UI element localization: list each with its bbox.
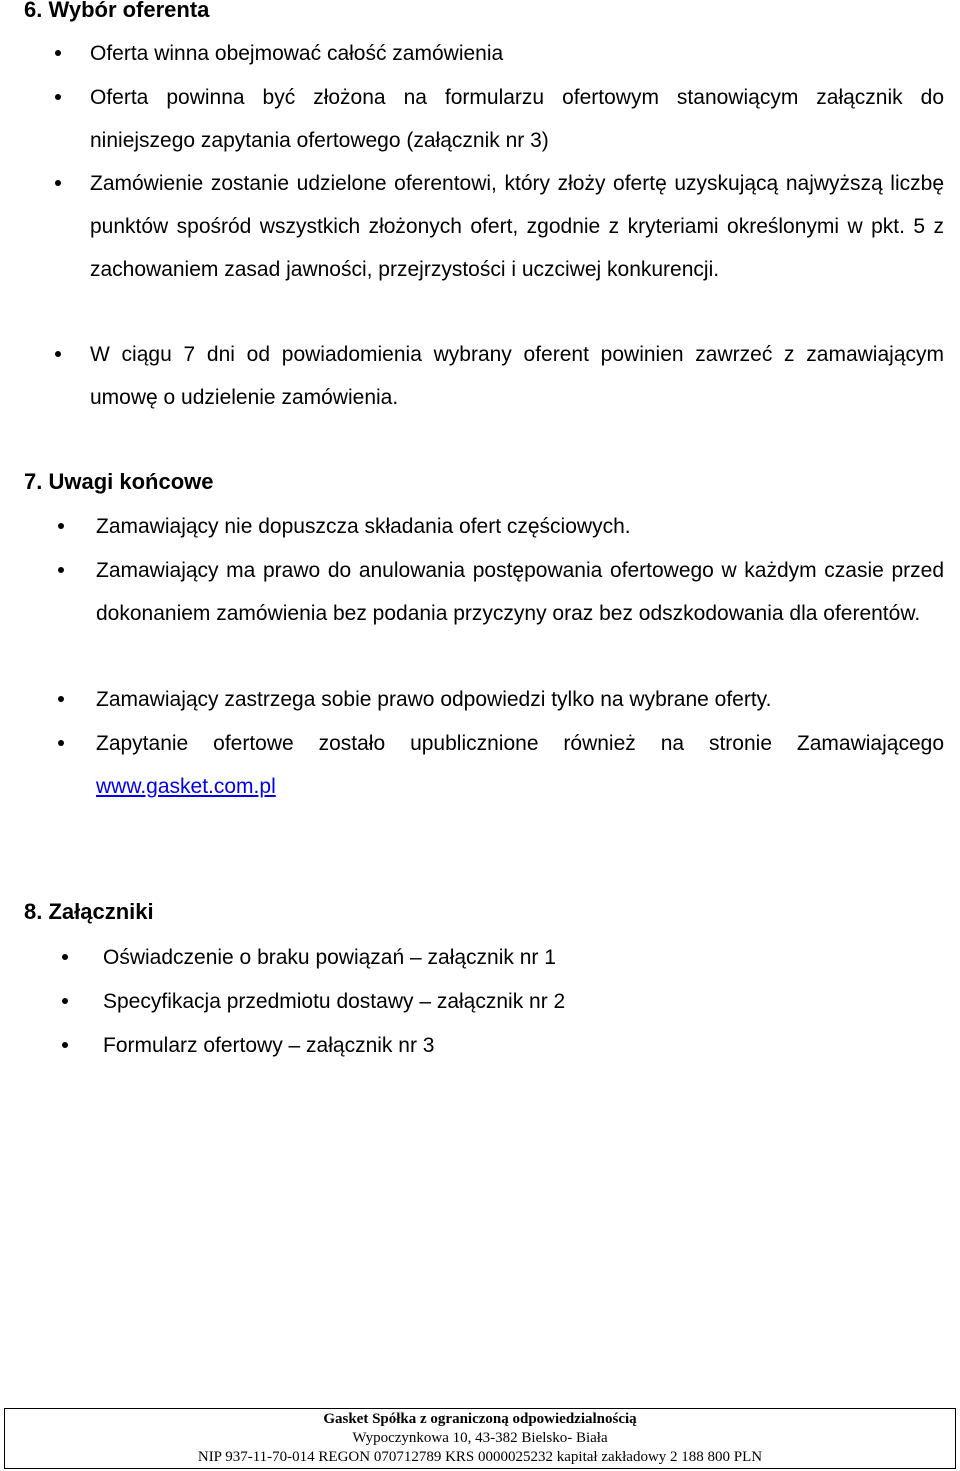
attachment-item-2: Specyfikacja przedmiotu dostawy – załącznik nr 2 [103, 990, 566, 1013]
bullet-icon [55, 180, 61, 186]
section-7-item-1: Zamawiający nie dopuszcza składania ofert częściowych. [96, 515, 631, 538]
section-6-item-2: Oferta powinna być złożona na formularzu ofertowym stanowiącym załącznik do niniejszego zapytania ofertowego (załącznik nr 3) [90, 86, 944, 152]
bullet-icon [58, 567, 64, 573]
attachment-item-1: Oświadczenie o braku powiązań – załącznik nr 1 [103, 946, 556, 969]
company-footer [4, 1408, 956, 1469]
section-7-heading: 7. Uwagi końcowe [24, 469, 214, 494]
section-7-item-3: Zamawiający zastrzega sobie prawo odpowiedzi tylko na wybrane oferty. [96, 688, 772, 711]
footer-company-name: Gasket Spółka z ograniczoną odpowiedzialnością [323, 1411, 637, 1427]
bullet-icon [58, 740, 64, 746]
bullet-icon [55, 351, 61, 357]
section-7-item-2: Zamawiający ma prawo do anulowania postępowania ofertowego w każdym czasie przed dokonaniem zamówienia bez podania przyczyny oraz bez odszkodowania dla oferentów. [96, 559, 944, 625]
bullet-icon [55, 94, 61, 100]
bullet-icon [62, 998, 68, 1004]
section-6-item-1: Oferta winna obejmować całość zamówienia [90, 42, 504, 65]
bullet-icon [55, 50, 61, 56]
section-8-heading: 8. Załączniki [24, 899, 154, 924]
company-website-link[interactable]: www.gasket.com.pl [96, 775, 276, 798]
footer-registry: NIP 937-11-70-014 REGON 070712789 KRS 0000025232 kapitał zakładowy 2 188 800 PLN [197, 1449, 763, 1465]
bullet-icon [62, 954, 68, 960]
section-7-item-4 [96, 722, 944, 808]
section-7-item-4-text: Zapytanie ofertowe zostało upublicznione również na stronie Zamawiającego [96, 732, 944, 755]
bullet-icon [62, 1042, 68, 1048]
bullet-icon [58, 696, 64, 702]
footer-address: Wypoczynkowa 10, 43-382 Bielsko- Biała [352, 1430, 608, 1446]
section-6-item-4: W ciągu 7 dni od powiadomienia wybrany oferent powinien zawrzeć z zamawiającym umowę o udzielenie zamówienia. [90, 343, 944, 409]
section-6-item-3: Zamówienie zostanie udzielone oferentowi, który złoży ofertę uzyskującą najwyższą liczbę punktów spośród wszystkich złożonych ofert, zgodnie z kryteriami określonymi w pkt. 5 z zachowaniem zasad jawności, przejrzystości i uczciwej konkurencji. [90, 172, 944, 281]
section-6-heading: 6. Wybór oferenta [24, 0, 210, 22]
attachment-item-3: Formularz ofertowy – załącznik nr 3 [103, 1034, 435, 1057]
bullet-icon [58, 523, 64, 529]
